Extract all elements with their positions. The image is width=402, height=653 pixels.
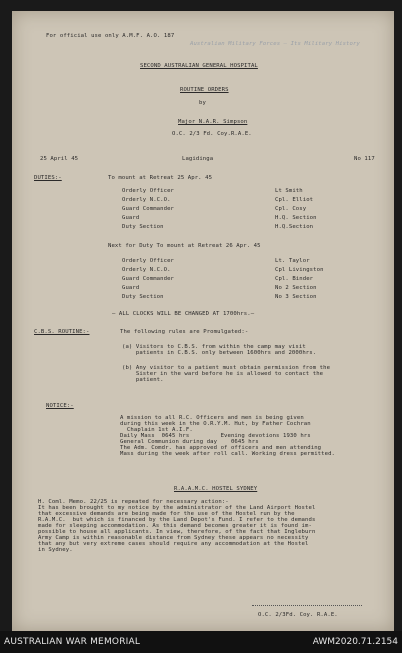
hostel-body: H. Coml. Memo. 22/25 is repeated for necessary action:- It has been brought to my notice by the administrator of the Land Airport Hostel that excessive demands are being made for the use of the Hostel run by the R.A.M.C. but which is financed by the Land Depot's Fund. I refer to the demands made for sleeping accommodation. As this demand becomes greater it is found im- possible to house all applicants. In view, therefore, of the fact that Ingleburn Army Camp is within reasonable distance from Sydney these appears no necessity that any but very extreme cases should require any accommodation at the Hostel in Sydney.	[38, 499, 316, 553]
duty-name: Cpl. Elliot	[275, 197, 314, 203]
commander-name: Major N.A.R. Simpson	[178, 119, 248, 125]
duty-role: Orderly N.C.O.	[122, 197, 171, 203]
hostel-heading: R.A.A.M.C. HOSTEL SYDNEY	[174, 486, 258, 492]
by-line: by	[199, 100, 206, 106]
next-duty-role: Duty Section	[122, 294, 164, 300]
archive-name: AUSTRALIAN WAR MEMORIAL	[4, 637, 141, 647]
document-page	[12, 11, 394, 631]
cbs-heading: C.B.S. ROUTINE:-	[34, 329, 90, 335]
duty-name: H.Q. Section	[275, 215, 317, 221]
order-number: No 117	[354, 156, 375, 162]
next-duty-role: Guard Commander	[122, 276, 175, 282]
notice-body: A mission to all R.C. Officers and men is being given during this week in the O.R.Y.M. Hut, by Father Cochran Chaplain 1st A.I.F. Daily Mass 0645 hrs Evening devotions 1930 hrs General Communion during day 0645 hrs The Adm. Comdr. has approved of officers and men attending Mass during the week after roll call. Working dress permitted.	[120, 415, 335, 457]
next-duty-name: Lt. Taylor	[275, 258, 310, 264]
notice-heading: NOTICE:-	[46, 403, 74, 409]
cbs-rule-a: (a) Visitors to C.B.S. from within the camp may visit patients in C.B.S. only between 1600hrs and 2000hrs.	[122, 344, 317, 356]
next-duty-name: No 3 Section	[275, 294, 317, 300]
unit-title: SECOND AUSTRALIAN GENERAL HOSPITAL	[140, 63, 258, 69]
duty-name: H.Q.Section	[275, 224, 314, 230]
duty-name: Lt Smith	[275, 188, 303, 194]
duty-role: Guard	[122, 215, 140, 221]
duties-intro: To mount at Retreat 25 Apr. 45	[108, 175, 213, 181]
next-duty-role: Orderly Officer	[122, 258, 175, 264]
duty-role: Orderly Officer	[122, 188, 175, 194]
clock-change-line: — ALL CLOCKS WILL BE CHANGED AT 1700hrs.—	[112, 311, 255, 317]
duty-role: Guard Commander	[122, 206, 175, 212]
next-duty-name: No 2 Section	[275, 285, 317, 291]
signature-text: O.C. 2/3Fd. Coy. R.A.E.	[258, 612, 338, 618]
duty-name: Cpl. Cosy	[275, 206, 307, 212]
stamp-line: Australian Military Forces — Its Military History	[190, 41, 360, 47]
signature-line	[252, 605, 362, 606]
archive-id: AWM2020.71.2154	[312, 637, 398, 647]
commander-role: O.C. 2/3 Fd. Coy.R.A.E.	[172, 131, 252, 137]
order-place: Lagidinga	[182, 156, 214, 162]
cbs-rule-b: (b) Any visitor to a patient must obtain permission from the Sister in the ward before he is allowed to contact the patient.	[122, 365, 331, 383]
next-duty-name: Cpl Livingston	[275, 267, 324, 273]
next-duty-name: Cpl. Binder	[275, 276, 314, 282]
next-duty-role: Orderly N.C.O.	[122, 267, 171, 273]
document-title: ROUTINE ORDERS	[180, 87, 229, 93]
archive-footer	[0, 631, 402, 653]
cbs-intro: The following rules are Promulgated:-	[120, 329, 249, 335]
next-duty-intro: Next for Duty To mount at Retreat 26 Apr. 45	[108, 243, 261, 249]
official-use-line: For official use only A.M.F. A.O. 187	[46, 33, 175, 39]
duties-heading: DUTIES:-	[34, 175, 62, 181]
next-duty-role: Guard	[122, 285, 140, 291]
order-date: 25 April 45	[40, 156, 79, 162]
duty-role: Duty Section	[122, 224, 164, 230]
